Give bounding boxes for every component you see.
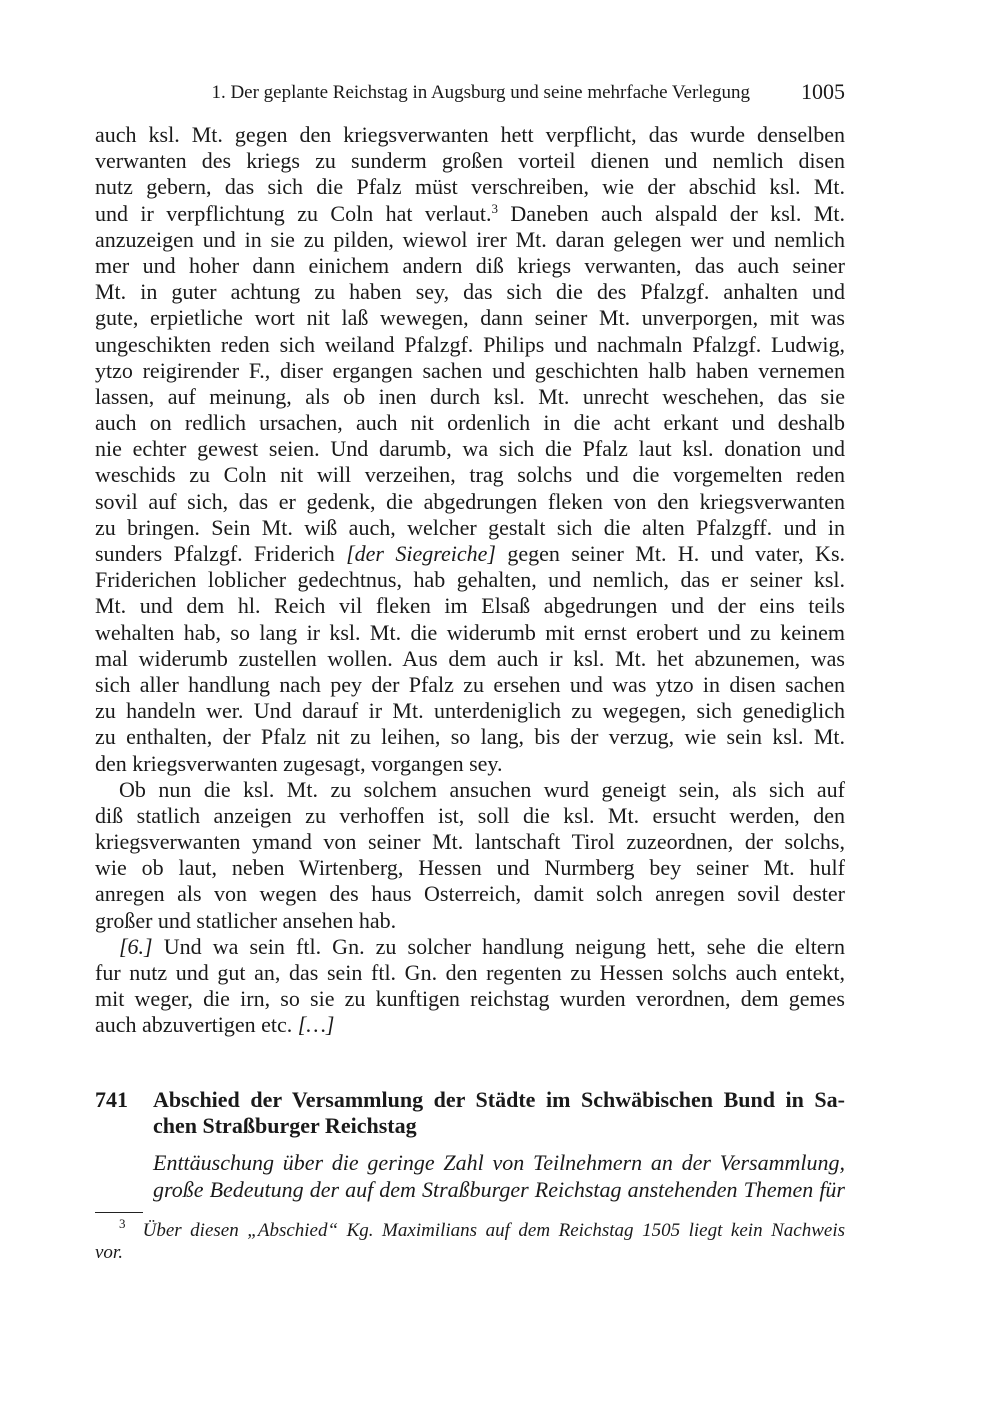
- text-line: Ob nun die ksl. Mt. zu solchem ansuchen wurd geneigt sein, als sich auf: [119, 776, 845, 802]
- text-line: zu bringen. Sein Mt. wiß auch, welcher gestalt sich die alten Pfalzgff. und in: [95, 514, 845, 540]
- text-line: mal widerumb zustellen wollen. Aus dem auch ir ksl. Mt. het abzunemen, was: [95, 645, 845, 671]
- document-entry: [95, 1087, 845, 1203]
- text-line: Mt. und dem hl. Reich vil fleken im Elsaß abgedrungen und der eins teils: [95, 593, 845, 619]
- document-heading: [153, 1087, 845, 1139]
- text-line: verwanten des kriegs zu sunderm großen vorteil dienen und nemlich disen: [95, 148, 845, 174]
- document-summary: [153, 1150, 845, 1202]
- heading-line: chen Straßburger Reichstag: [153, 1113, 417, 1139]
- footnote-text: Über diesen „Abschied“ Kg. Maximilians auf dem Reichstag 1505 liegt kein Nachweis: [142, 1220, 846, 1241]
- text-segment: und ir verpflichtung zu Coln hat verlaut.: [95, 200, 492, 226]
- text-line: ytzo reigirender F., diser ergangen sachen und geschichten halb haben vernemen: [95, 357, 845, 383]
- footnote-reference[interactable]: 3: [491, 200, 498, 216]
- text-line: nutz gebern, das sich die Pfalz müst verschreiben, wie der abschid ksl. Mt.: [95, 174, 845, 200]
- text-line: Mt. in guter achtung zu haben sey, das sich die des Pfalzgf. anhalten und: [95, 279, 845, 305]
- footnote-line: [95, 1216, 846, 1242]
- running-title: 1. Der geplante Reichstag in Augsburg und seine mehrfache Verlegung: [211, 82, 750, 103]
- footnote-rule: [95, 1212, 143, 1213]
- editorial-insertion: [6.]: [119, 933, 153, 959]
- text-line: weschids zu Coln nit will verzeihen, trag solchs und die vorgemelten reden: [95, 462, 845, 488]
- text-line: großer und statlicher ansehen hab.: [95, 907, 397, 933]
- text-segment: Daneben auch alspald der ksl. Mt.: [498, 200, 845, 226]
- editorial-insertion: [der Siegreiche]: [346, 541, 496, 566]
- text-line: anregen als von wegen des haus Osterreich, damit solch anregen sovil dester: [95, 881, 845, 907]
- text-line: nie echter gewest seien. Und darumb, wa sich die Pfalz laut ksl. donation und: [95, 436, 845, 462]
- text-line: diß statlich anzeigen zu verhoffen ist, soll die ksl. Mt. ersucht werden, den: [95, 802, 845, 828]
- footnote-3: [95, 1216, 846, 1264]
- main-text: [95, 122, 845, 1039]
- text-line: auch on redlich ursachen, auch nit ordenlich in die acht erkant und deshalb: [95, 410, 845, 436]
- text-line: [95, 1012, 845, 1038]
- text-line: kriegsverwanten ymand von seiner Mt. lantschaft Tirol zuzeordnen, der solchs,: [95, 829, 845, 855]
- text-line: sich aller handlung nach pey der Pfalz zu ersehen und was ytzo in disen sachen: [95, 671, 845, 697]
- text-line: anzuzeigen und in sie zu pilden, wiewol irer Mt. daran gelegen wer und nemlich: [95, 226, 845, 252]
- text-line: [95, 201, 845, 227]
- text-line: [95, 541, 845, 567]
- text-line: zu handeln wer. Und darauf ir Mt. unterdeniglich zu wegegen, sich genediglich: [95, 698, 845, 724]
- text-segment: sunders Pfalzgf. Friderich: [95, 541, 347, 566]
- text-line: wehalten hab, so lang ir ksl. Mt. die widerumb mit ernst erobert und zu keinem: [95, 619, 845, 645]
- text-line: den kriegsverwanten zugesagt, vorgangen sey.: [95, 750, 503, 776]
- summary-line: Enttäuschung über die geringe Zahl von Teilnehmern an der Versammlung,: [153, 1150, 845, 1176]
- text-line: zu enthalten, der Pfalz nit zu leihen, so lang, bis der verzug, wie sein ksl. Mt.: [95, 724, 845, 750]
- text-line: lassen, auf meinung, als ob inen durch ksl. Mt. unrecht weschehen, das sie: [95, 383, 845, 409]
- page-number: 1005: [801, 79, 845, 104]
- text-line: fur nutz und gut an, das sein ftl. Gn. den regenten zu Hessen solchs auch entekt,: [95, 960, 845, 985]
- summary-line: große Bedeutung der auf dem Straßburger Reichstag anstehenden Themen für: [153, 1176, 845, 1202]
- text-line: [95, 934, 845, 960]
- text-segment: gegen seiner Mt. H. und vater, Ks.: [496, 541, 845, 566]
- footnote-line: vor.: [95, 1242, 123, 1263]
- footnote-marker: 3: [119, 1216, 126, 1231]
- text-line: auch ksl. Mt. gegen den kriegsverwanten hett verpflicht, das wurde denselben: [95, 122, 845, 147]
- running-header: [95, 80, 845, 106]
- text-line: mer und hoher dann einichem andern diß kriegs verwanten, das auch seiner: [95, 252, 845, 278]
- paragraph: [95, 122, 845, 777]
- text-line: ungeschikten reden sich weiland Pfalzgf. Philips und nachmaln Pfalzgf. Ludwig,: [95, 331, 845, 357]
- text-line: mit weger, die irn, so sie zu kunftigen reichstag wurden verordnen, dem gemes: [95, 986, 845, 1012]
- paragraph: [95, 934, 845, 1039]
- document-number: 741: [95, 1087, 128, 1112]
- text-line: Friderichen loblicher gedechtnus, hab gehalten, und nemlich, das er seiner ksl.: [95, 567, 845, 593]
- text-segment: Und wa sein ftl. Gn. zu solcher handlung neigung hett, sehe die eltern: [152, 933, 845, 959]
- text-segment: auch abzuvertigen etc.: [95, 1012, 298, 1038]
- text-line: wie ob laut, neben Wirtenberg, Hessen und Nurmberg bey seiner Mt. hulf: [95, 855, 845, 881]
- text-line: sovil auf sich, das er gedenk, die abgedrungen fleken von den kriegsverwanten: [95, 488, 845, 514]
- text-line: gute, erpietliche wort nit laß wewegen, dann seiner Mt. unverporgen, mit was: [95, 305, 845, 331]
- editorial-insertion: […]: [297, 1012, 335, 1038]
- heading-line: Abschied der Versammlung der Städte im Schwäbischen Bund in Sa-: [153, 1087, 845, 1112]
- paragraph: [95, 777, 845, 934]
